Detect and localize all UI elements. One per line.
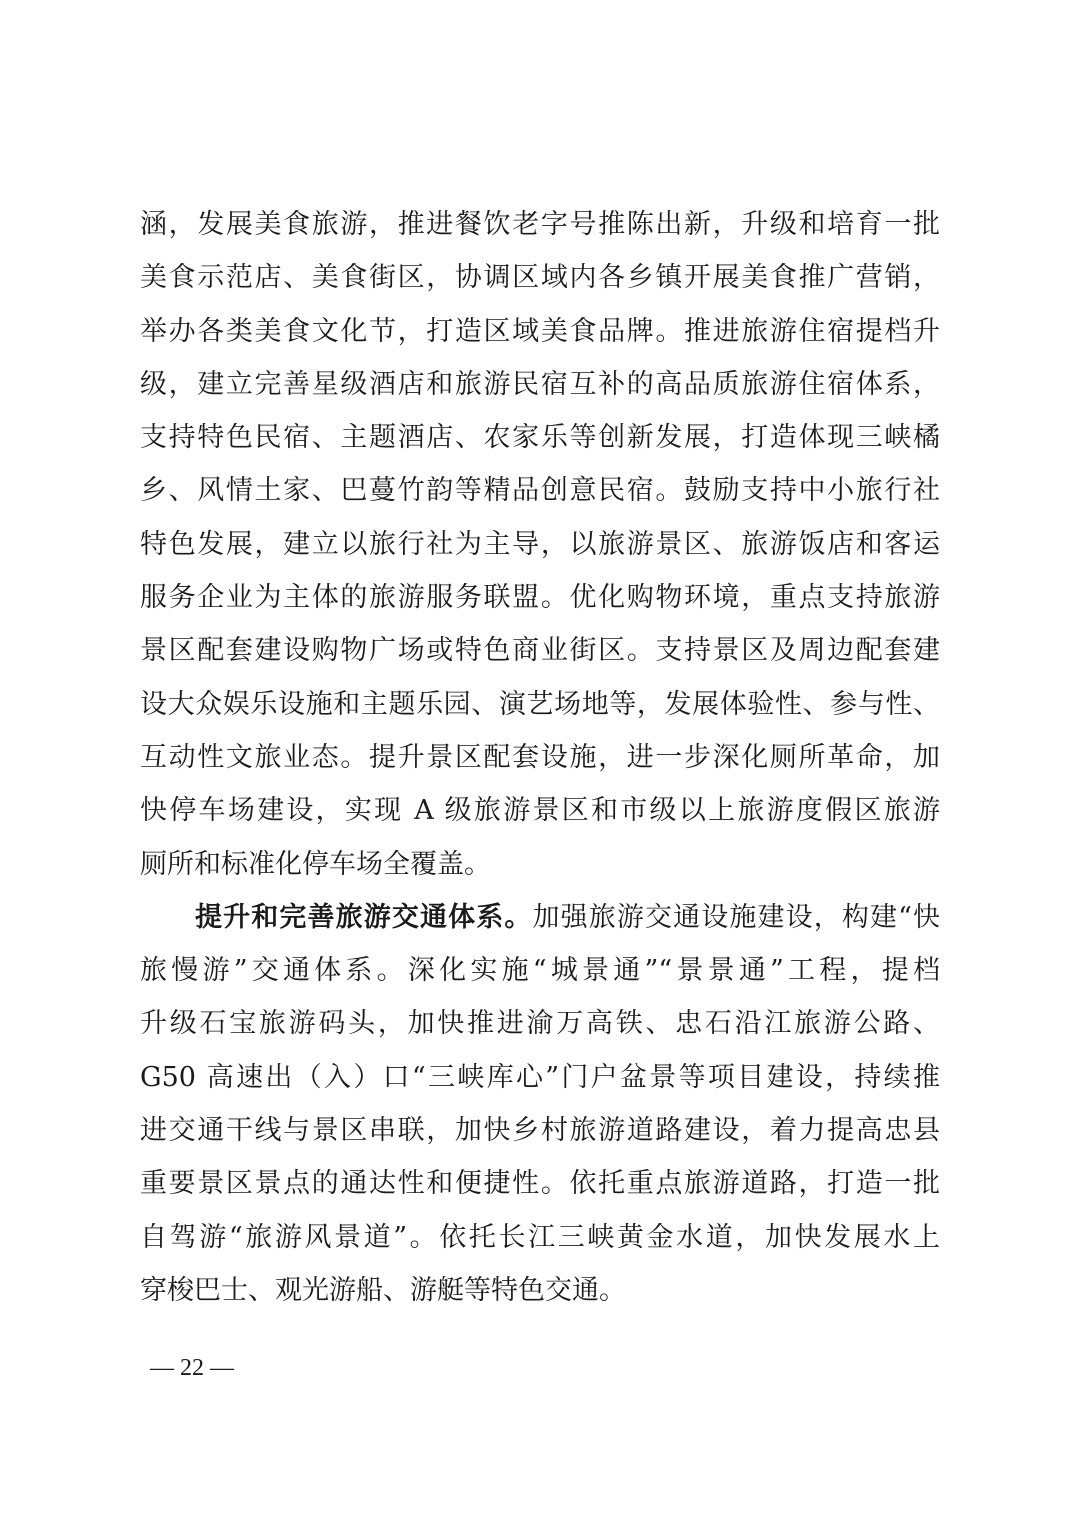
text-line: 穿梭巴士、观光游船、游艇等特色交通。 <box>140 1274 626 1306</box>
text-run: 加强旅游交通设施建设，构建“快 <box>532 901 940 933</box>
page-number: — 22 — <box>150 1355 234 1381</box>
text-line: 进交通干线与景区串联，加快乡村旅游道路建设，着力提高忠县 <box>140 1115 940 1147</box>
text-line: 设大众娱乐设施和主题乐园、演艺场地等，发展体验性、参与性、 <box>140 688 940 720</box>
text-line: 重要景区景点的通达性和便捷性。依托重点旅游道路，打造一批 <box>140 1168 940 1200</box>
text-line: 特色发展，建立以旅行社为主导，以旅游景区、旅游饭店和客运 <box>140 528 940 560</box>
text-line: G50 高速出（入）口“三峡库心”门户盆景等项目建设，持续推 <box>140 1061 940 1093</box>
text-line: 乡、风情土家、巴蔓竹韵等精品创意民宿。鼓励支持中小旅行社 <box>140 475 940 507</box>
paragraph-first-line <box>140 891 940 944</box>
text-line: 景区配套建设购物广场或特色商业街区。支持景区及周边配套建 <box>140 635 940 667</box>
text-line: 举办各类美食文化节，打造区域美食品牌。推进旅游住宿提档升 <box>140 315 940 347</box>
body-text <box>140 198 940 1317</box>
text-line: 升级石宝旅游码头，加快推进渝万高铁、忠石沿江旅游公路、 <box>140 1008 940 1040</box>
paragraph-heading: 提升和完善旅游交通体系。 <box>195 901 533 933</box>
text-line: 互动性文旅业态。提升景区配套设施，进一步深化厕所革命，加 <box>140 741 940 773</box>
text-line: 级，建立完善星级酒店和旅游民宿互补的高品质旅游住宿体系， <box>140 368 940 400</box>
text-line: 快停车场建设，实现 A 级旅游景区和市级以上旅游度假区旅游 <box>140 795 940 827</box>
text-line: 涵，发展美食旅游，推进餐饮老字号推陈出新，升级和培育一批 <box>140 209 940 240</box>
text-line: 自驾游“旅游风景道”。依托长江三峡黄金水道，加快发展水上 <box>140 1221 940 1253</box>
text-line: 支持特色民宿、主题酒店、农家乐等创新发展，打造体现三峡橘 <box>140 422 940 454</box>
text-line: 厕所和标准化停车场全覆盖。 <box>140 848 491 880</box>
text-line: 美食示范店、美食街区，协调区域内各乡镇开展美食推广营销， <box>140 262 940 294</box>
text-line: 旅慢游”交通体系。深化实施“城景通”“景景通”工程，提档 <box>140 955 940 987</box>
text-line: 服务企业为主体的旅游服务联盟。优化购物环境，重点支持旅游 <box>140 582 940 614</box>
